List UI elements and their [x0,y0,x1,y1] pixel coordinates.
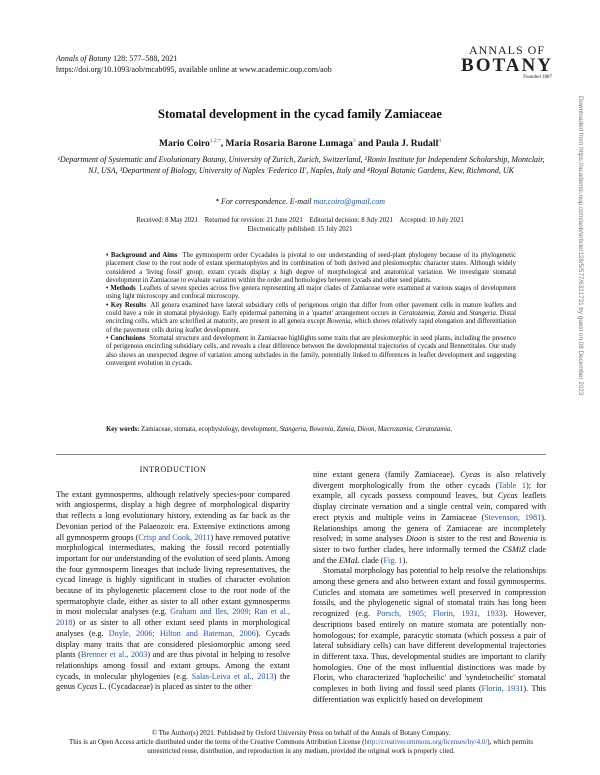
intro-paragraph-3: Stomatal morphology has potential to help resolve the relationships among these genera and also between extant and fossil gymnosperms. Cuticles and stomata are sometimes well preserved in compression fossils, and the phylogenetic signal of stomatal traits has long been recognized (e.g. Porsch, 1905; Florin, 1931, 1933). However, descriptions based entirely on mature stomata are potentially non-homologous; for example, paracytic stomata (which possess a pair of lateral subsidiary cells) can have different developmental trajectories in different taxa. Thus, developmental studies are important to clarify homologies. One of the most influential distinctions was made by Florin, who characterized 'haplocheilic' and 'syndetocheilic' stomatal complexes in both living and fossil seed plants (Florin, 1931). This differentiation was explicitly based on development [313,566,546,704]
intro-paragraph-1: The extant gymnosperms, although relatively species-poor compared with angiosperms, display a high degree of morphological disparity that reflects a long evolutionary history, extending as far back as the Devonian period of the Palaeozoic era. Extensive extinctions among all gymnosperm groups (Crisp and Cook, 2011) have removed putative morphological intermediates, making the fossil record potentially important for our understanding of the evolution of seed plants. Among the four gymnosperm lineages that include living representatives, the cycad lineage is highly significant in studies of character evolution because of its phylogenetic placement close to the root node of the spermatophyte clade, either as sister to all other extant gymnosperms in most molecular analyses (e.g. Graham and Iles, 2009; Ran et al., 2018) or as sister to all other extant seed plants in morphological analyses (e.g. Doyle, 2006; Hilton and Bateman, 2006). Cycads display many traits that are considered plesiomorphic among seed plants (Brenner et al., 2003) and are thus pivotal in helping to resolve relationships among fossil and extant groups. Among the extant cycads, in molecular phylogenies (e.g. Salas-Leiva et al., 2013) the genus Cycas L. (Cycadaceae) is placed as sister to the other [56,489,291,692]
license-line: This is an Open Access article distributed under the terms of the Creative Commons Attribution License (http://creativecommons.org/licenses/by/4.0/), which permits unrestricted reuse, distribution, and reproduction in any medium, provided the original work is properly cited. [69,738,533,755]
correspondence-email[interactable]: mar.coiro@gmail.com [313,197,386,206]
copyright-line: © The Author(s) 2021. Published by Oxford University Press on behalf of the Annals of Botany Company. [151,729,451,737]
author-1-affil[interactable]: 1,2,* [209,138,221,144]
citation-link[interactable]: Porsch, 1905; Florin, 1931, 1933 [376,609,503,619]
intro-paragraph-2: nine extant genera (family Zamiaceae). Cycas is also relatively divergent morphologically from the other cycads (Table 1); for example, all cycads possess compound leaves, but Cycas leaflets display circinate vernation and a single central vein, compared with erect ptyxis and multiple veins in Zamiaceae (Stevenson, 1981). Relationships among the genera of Zamiaceae are incompletely resolved; in some analyses Dioon is sister to the rest and Bowenia is sister to two further clades, here informally termed the CSMiZ clade and the EMaL clade (Fig. 1). [313,470,546,565]
citation-link[interactable]: Florin, 1931 [481,684,524,694]
correspondence-label: * For correspondence. E-mail [214,197,314,206]
citation-link[interactable]: Crisp and Cook, 2011 [138,532,211,542]
journal-citation [56,54,332,75]
author-2: , Maria Rosaria Barone Lumaga [220,139,353,150]
citation-link[interactable]: Salas-Leiva et al., 2013 [191,671,274,681]
author-list [0,138,600,149]
abstract-conclusions: • Conclusions Stomatal structure and development in Zamiaceae highlights some traits that are plesiomorphic in seed plants, including the presence of perigenous encircling subsidiary cells, and reveals a clear difference between the developmental trajectories of cycads and Bennettitales. Our study also shows an unexpected degree of variation among subclades in the family, potentially linked to differences in leaflet development and suggesting convergent evolution in cycads. [106,334,516,367]
section-divider [56,454,546,455]
citation-link[interactable]: Brenner et al., 2003 [80,650,148,660]
abstract-results: • Key Results All genera examined have lateral subsidiary cells of perigenous origin that differ from other pavement cells in mature leaflets and could have a role in stomatal physiology. Early epidermal patterning in a 'quartet' arrangement occurs in Ceratozamia, Zamia and Stangeria. Distal encircling cells, which are sclerified at maturity, are present in all genera except Bowenia, which shows relatively rapid elongation and differentiation of the pavement cells during leaflet development. [106,301,517,334]
dates-line2: Electronically published: 15 July 2021 [247,226,353,233]
logo-line3: Founded 1887 [523,75,552,80]
author-3: and Paula J. Rudall [355,139,439,150]
download-watermark [574,96,586,736]
author-1: Mario Coiro [159,139,210,150]
logo-line1: ANNALS OF [468,43,545,57]
table-link[interactable]: Table 1 [498,480,526,490]
body-column-right [313,470,546,705]
article-dates [0,216,600,234]
abstract [106,252,516,368]
journal-logo [460,44,554,80]
journal-doi[interactable]: https://doi.org/10.1093/aob/mcab095, available online at www.academic.oup.com/aob [56,64,332,74]
license-footer [56,729,546,756]
citation-link[interactable]: Stevenson, 1981 [484,512,542,522]
citation-link[interactable]: Doyle, 2006; Hilton and Bateman, 2006 [108,628,256,638]
download-watermark-text: Downloaded from https://academic.oup.com/aob/article/128/5/577/6321731 by guest on 08 December 2023 [577,96,584,396]
abstract-methods: • Methods Leaflets of seven species across five genera representing all major clades of Zamiaceae were examined at various stages of development using light microscopy and confocal microscopy. [106,285,516,301]
paper-title: Stomatal development in the cycad family Zamiaceae [158,107,442,121]
author-2-affil[interactable]: 3 [352,138,356,144]
affiliations: ¹Department of Systematic and Evolutionary Botany, University of Zurich, Zurich, Switzerland, ²Ronin Institute for Independent Scholarship, Montclair, NJ, USA, ³Department of Biology, University of Naples 'Federico II', Naples, Italy and ⁴Royal Botanic Gardens, Kew, Richmond, UK [57,155,545,175]
body-column-left [56,465,290,693]
logo-line2: BOTANY [461,55,553,76]
citation-link[interactable]: Graham and Iles, 2009; Ran et al., 2018 [56,607,291,628]
keywords-label: Key words: [106,426,140,433]
section-heading-introduction: INTRODUCTION [139,465,207,474]
abstract-background: • Background and Aims The gymnosperm order Cycadales is pivotal to our understanding of seed-plant phylogeny because of its phylogenetic placement close to the root node of extant spermatophytes and its combination of both derived and plesiomorphic character states. Although widely considered a 'living fossil' group, extant cycads display a high degree of morphological and anatomical variation. We investigate stomatal development in Zamiaceae to evaluate variation within the order and homologies between cycads and other seed plants. [106,252,516,284]
correspondence [0,197,600,206]
journal-volume: 128: 577–588, 2021 [111,54,178,63]
figure-link[interactable]: Fig. 1 [383,555,403,565]
license-link[interactable]: http://creativecommons.org/licenses/by/4.0/ [364,738,488,746]
keywords: Key words: Zamiaceae, stomata, ecophysiology, development, Stangeria, Bowenia, Zamia, Dioon, Macrozamia, Ceratozamia. [106,426,453,433]
author-3-affil[interactable]: 4 [438,138,441,144]
journal-name: Annals of Botany [56,54,112,63]
dates-line1: Received: 8 May 2021 Returned for revision: 21 June 2021 Editorial decision: 8 July 2021 Accepted: 10 July 2021 [136,217,464,224]
